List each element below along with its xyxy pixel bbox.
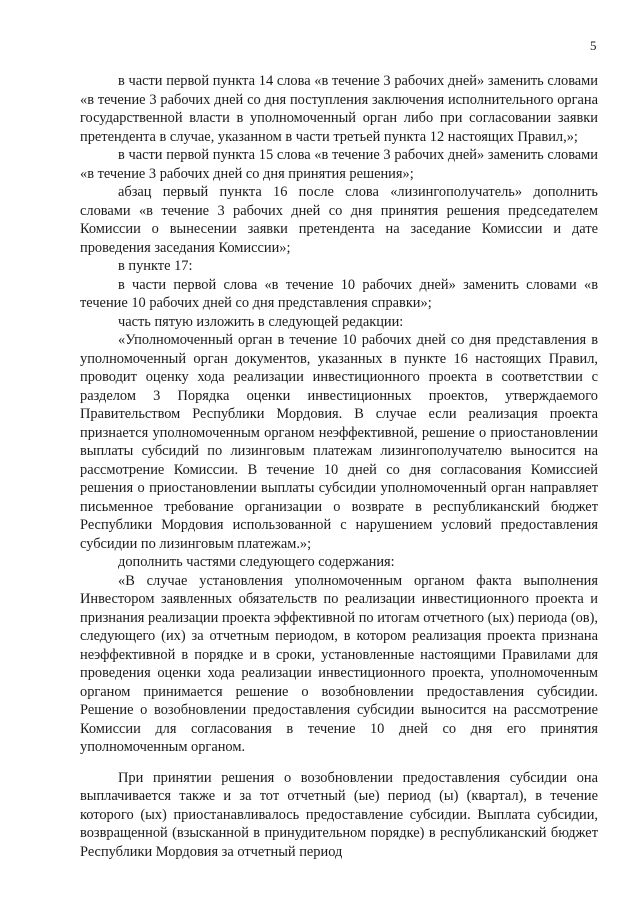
paragraph-addition-2: При принятии решения о возобновлении предоставления субсидии она выплачивается также и за тот отчетный (ые) период (ы) (квартал), в течение которого (ых) приостанавливалось предоставление субсидии. Выплата субсидии, возвращенной (взысканной в принудительном порядке) в республиканский бюджет Республики Мордовия за отчетный период — [80, 769, 598, 860]
page-number: 5 — [590, 38, 597, 53]
paragraph-addition-1: «В случае установления уполномоченным органом факта выполнения Инвестором заявленных обязательств по реализации инвестиционного проекта и признания реализации проекта эффективной по итогам отчетного (ых) периода (ов), следующего (их) за отчетным периодом, в котором реализация проекта признана неэффективной в порядке и в сроки, установленные настоящими Правилами для проведения оценки хода реализации инвестиционного проекта, уполномоченным органом принимается решение о возобновлении предоставления субсидии. Решение о возобновлении предоставления субсидии выносится на рассмотрение Комиссии для согласования в течение 10 дней со дня его принятия уполномоченным органом. — [80, 572, 598, 755]
document-body — [80, 72, 598, 861]
paragraph-part-5-text: «Уполномоченный орган в течение 10 рабочих дней со дня представления в уполномоченный орган документов, указанных в пункте 16 настоящих Правил, проводит оценку хода реализации инвестиционного проекта в соответствии с разделом 3 Порядка оценки инвестиционных проектов, утверждаемого Правительством Республики Мордовия. В случае если реализация проекта признается уполномоченным органом неэффективной, решение о приостановлении выплаты субсидий по лизинговым платежам лизингополучателю выносится на рассмотрение Комиссии. В течение 10 дней со дня согласования Комиссией решения о приостановлении выплаты субсидии уполномоченный орган направляет письменное требование организации о возврате в республиканский бюджет Республики Мордовия использованной с нарушением условий предоставления субсидии по лизинговым платежам.»; — [80, 332, 598, 552]
paragraph-clause-14: в части первой пункта 14 слова «в течение 3 рабочих дней» заменить словами «в течение 3 рабочих дней со дня поступления заключения исполнительного органа государственной власти в уполномоченный орган либо при согласовании заявки претендента в случае, указанном в части третьей пункта 12 настоящих Правил,»; — [80, 73, 598, 145]
paragraph-part-5-intro: часть пятую изложить в следующей редакции: — [118, 313, 404, 330]
paragraph-clause-17-part-1: в части первой слова «в течение 10 рабочих дней» заменить словами «в течение 10 рабочих дней со дня представления справки»; — [80, 276, 598, 311]
paragraph-additions-intro: дополнить частями следующего содержания: — [118, 554, 395, 570]
paragraph-clause-15: в части первой пункта 15 слова «в течение 3 рабочих дней» заменить словами «в течение 3 рабочих дней со дня принятия решения»; — [80, 147, 598, 182]
paragraph-clause-16: абзац первый пункта 16 после слова «лизингополучатель» дополнить словами «в течение 3 рабочих дней со дня принятия решения председателем Комиссии о вынесении заявки претендента на заседание Комиссии и дате проведения заседания Комиссии»; — [80, 184, 598, 256]
paragraph-clause-17-heading: в пункте 17: — [118, 258, 193, 274]
